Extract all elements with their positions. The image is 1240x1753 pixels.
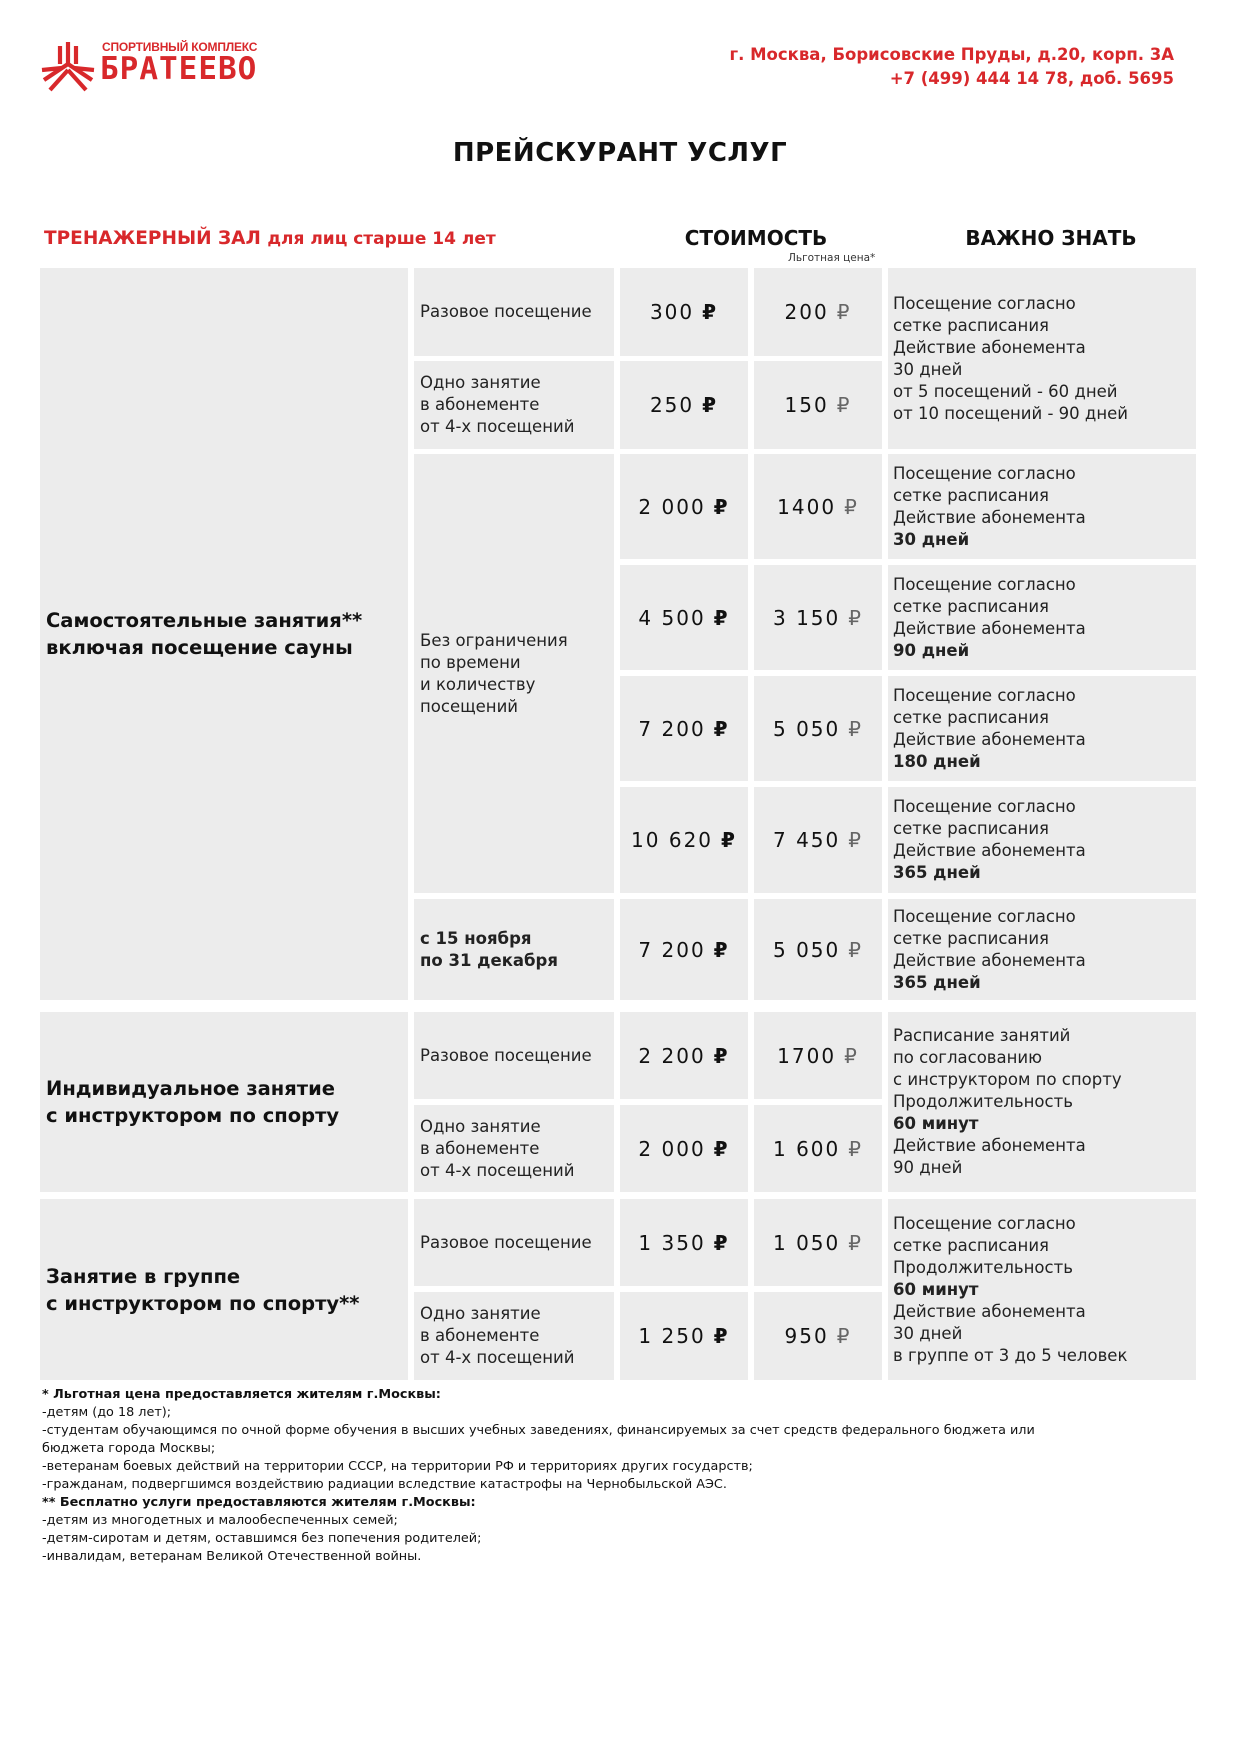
option-label [414, 1199, 614, 1286]
discount-price-cell [754, 565, 882, 670]
discount-price-note: Льготная цена* [788, 252, 876, 264]
price-cell [620, 454, 748, 559]
cell-text [420, 928, 558, 972]
price-value: 5 050 [773, 937, 841, 962]
info-cell [888, 899, 1196, 1000]
text-line: Действие абонемента [893, 618, 1086, 638]
text-line: Посещение согласно [893, 293, 1076, 313]
ruble-icon: ₽ [848, 1136, 863, 1161]
cost-column-header: СТОИМОСТЬ [684, 226, 828, 250]
info-cell [888, 787, 1196, 893]
price-value: 1 250 [638, 1324, 706, 1348]
text-line: Самостоятельные занятия** [46, 609, 363, 632]
price-value: 2 200 [638, 1043, 706, 1068]
text-line: Действие абонемента [893, 337, 1086, 357]
price-value: 150 [784, 393, 829, 417]
text-line: в абонементе [420, 395, 540, 414]
section-title-sub: для лиц старше 14 лет [267, 229, 496, 249]
footnote-line: -гражданам, подвергшимся воздействию радиации вследствие катастрофы на Чернобыльской АЭС. [42, 1477, 727, 1492]
ruble-icon: ₽ [848, 1230, 863, 1255]
logo-emblem-icon [40, 40, 96, 94]
ruble-icon: ₽ [848, 937, 863, 962]
text-line: Посещение согласно [893, 797, 1076, 816]
text-line: Занятие в группе [46, 1264, 241, 1288]
text-line: от 4-х посещений [420, 1348, 575, 1367]
price-cell [620, 1199, 748, 1286]
logo [40, 38, 258, 98]
info-cell [888, 1199, 1196, 1380]
text-line: по согласованию [893, 1048, 1043, 1067]
text-line: по времени [420, 652, 521, 672]
ruble-icon: ₽ [713, 1230, 730, 1255]
cell-text [893, 574, 1086, 662]
ruble-icon: ₽ [848, 605, 863, 630]
option-label [414, 268, 614, 356]
discount-price-cell [754, 1012, 882, 1099]
text-line: Действие абонемента [893, 1301, 1086, 1321]
text-line: Посещение согласно [893, 1213, 1076, 1233]
section-title [44, 228, 496, 249]
price-cell [620, 361, 748, 449]
price-value: 200 [784, 300, 829, 324]
price-cell [620, 268, 748, 356]
ruble-icon: ₽ [721, 828, 737, 852]
text-line: Одно занятие [420, 1304, 541, 1323]
discount-price-cell [754, 1292, 882, 1380]
text-line: Действие абонемента [893, 950, 1086, 970]
price-value: 950 [784, 1324, 829, 1348]
info-cell [888, 1012, 1196, 1192]
price-value: 5 050 [773, 716, 841, 741]
price-cell [620, 899, 748, 1000]
text-line: в абонементе [420, 1138, 540, 1158]
option-label-unlimited [414, 454, 614, 893]
text-line: 30 дней [893, 529, 970, 549]
cell-text [420, 1232, 592, 1254]
discount-price-cell [754, 676, 882, 781]
service-name-individual [40, 1012, 408, 1192]
ruble-icon: ₽ [848, 828, 863, 852]
page-title: ПРЕЙСКУРАНТ УСЛУГ [452, 138, 788, 168]
info-cell [888, 676, 1196, 781]
text-line: Действие абонемента [893, 729, 1086, 749]
text-line: Индивидуальное занятие [46, 1077, 335, 1100]
cell-text [893, 1025, 1122, 1179]
text-line: Посещение согласно [893, 685, 1076, 705]
cell-text [46, 1263, 360, 1317]
text-line: сетке расписания [893, 707, 1049, 727]
price-value: 1700 [777, 1043, 837, 1068]
discount-price-cell [754, 1105, 882, 1192]
price-value: 7 450 [773, 828, 841, 852]
text-line: сетке расписания [893, 928, 1049, 948]
cell-text [46, 1075, 339, 1129]
price-value: 10 620 [631, 828, 714, 852]
text-line: и количеству [420, 674, 536, 694]
footnote-line: -детям (до 18 лет); [42, 1405, 172, 1420]
price-value: 300 [649, 300, 695, 324]
text-line: Посещение согласно [893, 906, 1076, 926]
ruble-icon: ₽ [844, 494, 859, 519]
footnote-line: ** Бесплатно услуги предоставляются жителям г.Москвы: [42, 1495, 476, 1510]
text-line: Разовое посещение [420, 302, 592, 321]
text-line: с инструктором по спорту** [46, 1291, 360, 1315]
info-column-header: ВАЖНО ЗНАТЬ [965, 226, 1137, 250]
cell-text [893, 463, 1086, 551]
text-line: Разовое посещение [420, 1045, 592, 1065]
text-line: Разовое посещение [420, 1232, 592, 1252]
text-line: Без ограничения [420, 630, 568, 650]
cell-text [420, 372, 574, 438]
info-cell [888, 565, 1196, 670]
footnote-line: -студентам обучающимся по очной форме обучения в высших учебных заведениях, финансируемых за счет средств федерального бюджета или [42, 1423, 1035, 1438]
text-line: от 4-х посещений [420, 1160, 575, 1180]
option-label [414, 1012, 614, 1099]
price-value: 3 150 [773, 605, 841, 630]
ruble-icon: ₽ [848, 716, 863, 741]
text-line: от 4-х посещений [420, 417, 575, 436]
ruble-icon: ₽ [836, 1324, 852, 1348]
ruble-icon: ₽ [702, 393, 719, 417]
text-line: от 10 посещений - 90 дней [893, 403, 1128, 423]
logo-wordmark: БРАТЕЕВО [100, 51, 258, 87]
text-line: сетке расписания [893, 485, 1049, 505]
footnotes [42, 1386, 1202, 1566]
discount-price-cell [754, 268, 882, 356]
info-cell [888, 268, 1196, 449]
price-value: 250 [649, 393, 695, 417]
cell-text [893, 906, 1086, 994]
ruble-icon: ₽ [702, 300, 719, 324]
footnote-line: -детям из многодетных и малообеспеченных семей; [42, 1513, 398, 1528]
price-value: 1 050 [773, 1230, 841, 1255]
footnote-line: -инвалидам, ветеранам Великой Отечественной войны. [42, 1549, 422, 1564]
text-line: в группе от 3 до 5 человек [893, 1345, 1128, 1365]
info-cell [888, 454, 1196, 559]
ruble-icon: ₽ [713, 494, 730, 519]
ruble-icon: ₽ [844, 1043, 859, 1068]
ruble-icon: ₽ [713, 937, 730, 962]
text-line: сетке расписания [893, 1235, 1049, 1255]
contact-info [730, 43, 1175, 91]
price-cell [620, 787, 748, 893]
cell-text [46, 607, 362, 661]
discount-price-cell [754, 361, 882, 449]
text-line: сетке расписания [893, 596, 1049, 616]
cell-text [420, 1116, 574, 1182]
ruble-icon: ₽ [713, 1136, 730, 1161]
text-line: Продолжительность [893, 1092, 1073, 1111]
text-line: включая посещение сауны [46, 636, 353, 659]
ruble-icon: ₽ [713, 1324, 730, 1348]
text-line: 180 дней [893, 751, 981, 771]
text-line: Одно занятие [420, 1116, 541, 1136]
text-line: 30 дней [893, 359, 963, 379]
text-line: от 5 посещений - 60 дней [893, 381, 1118, 401]
footnote-line: -ветеранам боевых действий на территории СССР, на территории РФ и территориях других государств; [42, 1459, 753, 1474]
footnote-line: -детям-сиротам и детям, оставшимся без попечения родителей; [42, 1531, 482, 1546]
logo-caption: СПОРТИВНЫЙ КОМПЛЕКС [102, 40, 258, 54]
price-cell [620, 1292, 748, 1380]
option-label [414, 1292, 614, 1380]
service-name-group [40, 1199, 408, 1380]
discount-price-cell [754, 787, 882, 893]
text-line: по 31 декабря [420, 950, 558, 970]
cell-text [420, 301, 592, 323]
discount-price-cell [754, 1199, 882, 1286]
text-line: 60 минут [893, 1279, 979, 1299]
text-line: в абонементе [420, 1326, 540, 1345]
price-cell [620, 565, 748, 670]
text-line: 365 дней [893, 972, 981, 992]
price-cell [620, 1105, 748, 1192]
option-label [414, 1105, 614, 1192]
text-line: 90 дней [893, 640, 970, 660]
section-title-main: ТРЕНАЖЕРНЫЙ ЗАЛ [44, 228, 261, 249]
cell-text [893, 796, 1086, 884]
cell-text [420, 1045, 592, 1067]
footnote-line: * Льготная цена предоставляется жителям г.Москвы: [42, 1387, 441, 1402]
option-label-seasonal [414, 899, 614, 1000]
price-value: 1400 [777, 494, 837, 519]
price-cell [620, 676, 748, 781]
text-line: 90 дней [893, 1158, 963, 1177]
text-line: с инструктором по спорту [46, 1104, 340, 1127]
text-line: с инструктором по спорту [893, 1070, 1122, 1089]
text-line: 365 дней [893, 863, 981, 882]
price-value: 4 500 [638, 605, 706, 630]
text-line: Действие абонемента [893, 1136, 1086, 1155]
discount-price-cell [754, 899, 882, 1000]
text-line: Посещение согласно [893, 574, 1076, 594]
price-value: 2 000 [638, 1136, 706, 1161]
cell-text [893, 1213, 1127, 1367]
text-line: Продолжительность [893, 1257, 1073, 1277]
option-label [414, 361, 614, 449]
price-value: 1 350 [638, 1230, 706, 1255]
ruble-icon: ₽ [713, 1043, 730, 1068]
text-line: Одно занятие [420, 373, 541, 392]
text-line: посещений [420, 696, 519, 716]
price-value: 7 200 [638, 937, 706, 962]
text-line: Действие абонемента [893, 841, 1086, 860]
footnote-line: бюджета города Москвы; [42, 1441, 216, 1456]
text-line: Расписание занятий [893, 1026, 1071, 1045]
text-line: сетке расписания [893, 315, 1049, 335]
ruble-icon: ₽ [836, 300, 852, 324]
cell-text [893, 685, 1086, 773]
text-line: 30 дней [893, 1323, 963, 1343]
cell-text [420, 630, 568, 718]
price-value: 2 000 [638, 494, 706, 519]
ruble-icon: ₽ [836, 393, 852, 417]
discount-price-cell [754, 454, 882, 559]
text-line: 60 минут [893, 1114, 979, 1133]
ruble-icon: ₽ [713, 716, 730, 741]
text-line: с 15 ноября [420, 928, 532, 948]
text-line: сетке расписания [893, 819, 1049, 838]
text-line: Действие абонемента [893, 507, 1086, 527]
service-name-self-training [40, 268, 408, 1000]
phone-text: +7 (499) 444 14 78, доб. 5695 [889, 69, 1174, 88]
cell-text [893, 293, 1128, 425]
ruble-icon: ₽ [713, 605, 730, 630]
price-cell [620, 1012, 748, 1099]
cell-text [420, 1303, 574, 1369]
text-line: Посещение согласно [893, 463, 1076, 483]
address-text: г. Москва, Борисовские Пруды, д.20, корп. 3А [729, 45, 1174, 64]
price-value: 7 200 [638, 716, 706, 741]
price-value: 1 600 [773, 1136, 841, 1161]
